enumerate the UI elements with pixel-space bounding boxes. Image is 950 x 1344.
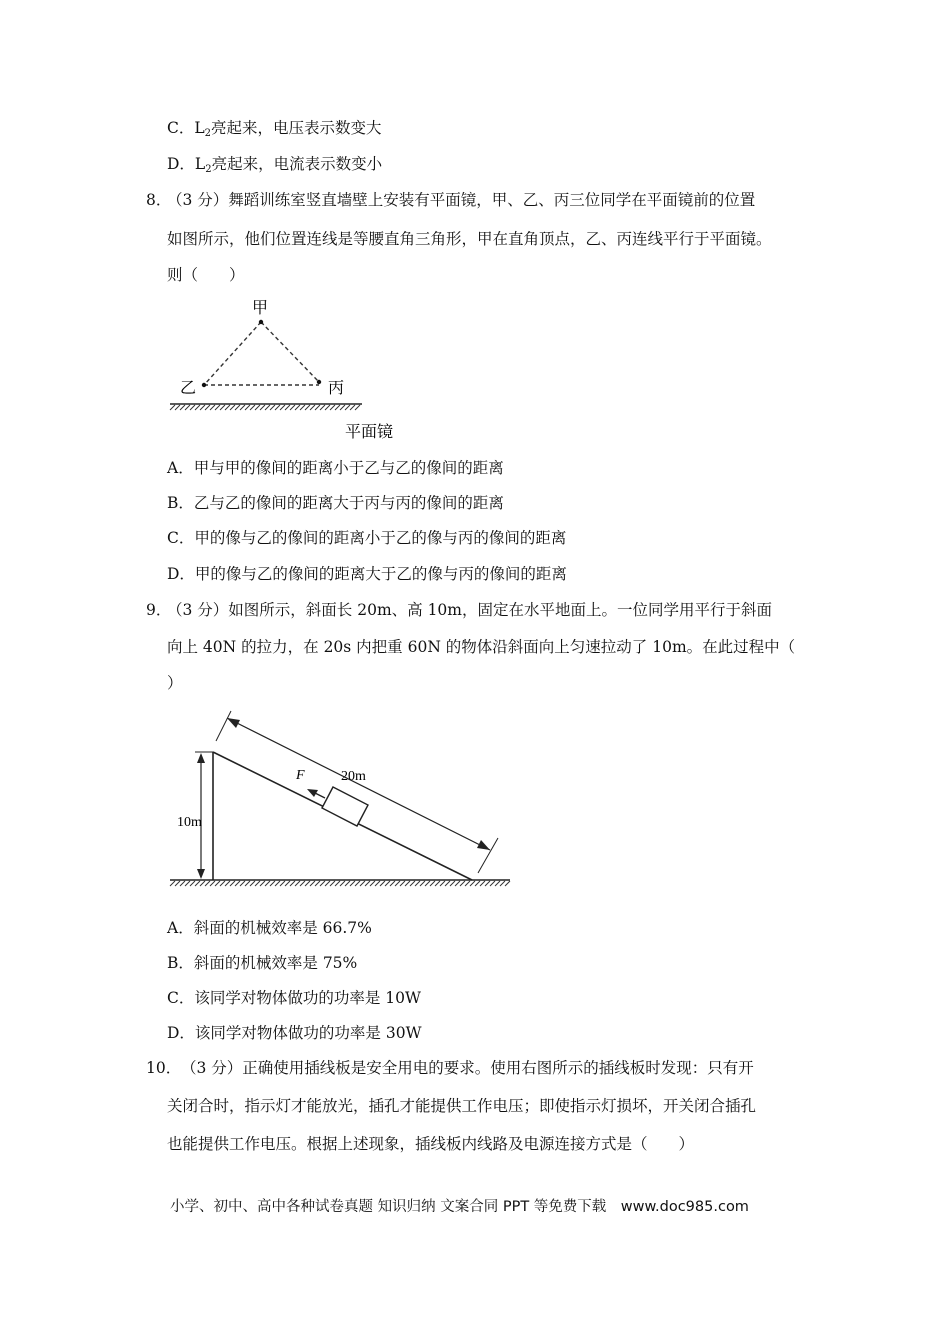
hatch-stroke [330,881,335,886]
hatch-stroke [305,405,310,410]
label-bing: 丙 [328,378,345,397]
hatch-stroke [365,881,370,886]
hatch-stroke [505,881,510,886]
q9-stem-line1: （3 分）如图所示，斜面长 20m、高 10m，固定在水平地面上。一位同学用平行于斜面 [167,601,772,619]
hatch-stroke [460,881,465,886]
hatch-stroke [205,405,210,410]
hatch-stroke [325,405,330,410]
hatch-stroke [430,881,435,886]
hatch-stroke [245,405,250,410]
height-arrow-bottom [197,869,205,879]
label-jia: 甲 [252,298,269,317]
q7-option-d: D．$L_2$亮起来，电流表示数变小 [167,155,383,175]
hatch-stroke [425,881,430,886]
hatch-stroke [485,881,490,886]
hatch-stroke [380,881,385,886]
hatch-stroke [180,881,185,886]
q9-option-c: C．该同学对物体做功的功率是 10W [167,989,421,1007]
ground-hatching [170,881,510,886]
hatch-stroke [470,881,475,886]
mirror-hatching [170,405,360,410]
hatch-stroke [400,881,405,886]
hatch-stroke [455,881,460,886]
hatch-stroke [250,881,255,886]
label-yi: 乙 [180,378,197,397]
hatch-stroke [355,405,360,410]
hatch-stroke [335,881,340,886]
hatch-stroke [200,881,205,886]
dash-jia-bing [261,322,319,382]
hatch-stroke [435,881,440,886]
hatch-stroke [300,881,305,886]
q8-option-d: D．甲的像与乙的像间的距离大于乙的像与丙的像间的距离 [167,565,567,583]
hatch-stroke [495,881,500,886]
hatch-stroke [225,881,230,886]
hatch-stroke [255,881,260,886]
length-dimension-line [227,718,490,850]
force-label: F [296,768,305,783]
hatch-stroke [295,881,300,886]
mirror-label: 平面镜 [345,422,394,441]
hatch-stroke [465,881,470,886]
hatch-stroke [280,881,285,886]
q8-number: 8． [146,191,172,209]
q8-option-c: C．甲的像与乙的像间的距离小于乙的像与丙的像间的距离 [167,529,567,547]
hatch-stroke [205,881,210,886]
page-footer: 小学、初中、高中各种试卷真题 知识归纳 文案合同 PPT 等免费下载 www.doc985.com [170,1199,749,1215]
hatch-stroke [215,405,220,410]
q8-option-a: A．甲与甲的像间的距离小于乙与乙的像间的距离 [167,459,504,477]
length-arrow-top [227,718,240,728]
hatch-stroke [215,881,220,886]
hatch-stroke [180,405,185,410]
hatch-stroke [375,881,380,886]
hatch-stroke [330,405,335,410]
hatch-stroke [185,405,190,410]
hatch-stroke [480,881,485,886]
hatch-stroke [265,405,270,410]
dash-jia-yi [204,322,261,385]
hatch-stroke [310,405,315,410]
q10-stem-line2: 关闭合时，指示灯才能放光，插孔才能提供工作电压；即使指示灯损坏，开关闭合插孔 [167,1097,757,1115]
hatch-stroke [210,405,215,410]
hatch-stroke [385,881,390,886]
hatch-stroke [305,881,310,886]
hatch-stroke [220,405,225,410]
hatch-stroke [345,405,350,410]
hatch-stroke [270,881,275,886]
q9-number: 9． [146,601,172,619]
hatch-stroke [440,881,445,886]
hatch-stroke [360,881,365,886]
block [322,787,368,826]
q7-option-c: C．$L_2$亮起来，电压表示数变大 [167,119,382,139]
hatch-stroke [280,405,285,410]
hatch-stroke [270,405,275,410]
hatch-stroke [235,405,240,410]
hatch-stroke [345,881,350,886]
hatch-stroke [245,881,250,886]
hatch-stroke [200,405,205,410]
hatch-stroke [285,881,290,886]
hatch-stroke [290,405,295,410]
hatch-stroke [340,405,345,410]
hatch-stroke [335,405,340,410]
q10-stem-line1: （3 分）正确使用插线板是安全用电的要求。使用右图所示的插线板时发现：只有开 [181,1059,754,1077]
hatch-stroke [350,405,355,410]
q8-stem-line1: （3 分）舞蹈训练室竖直墙壁上安装有平面镜，甲、乙、丙三位同学在平面镜前的位置 [167,191,756,209]
q9-option-d: D．该同学对物体做功的功率是 30W [167,1024,422,1042]
hatch-stroke [170,881,175,886]
hatch-stroke [225,405,230,410]
hatch-stroke [300,405,305,410]
hatch-stroke [310,881,315,886]
hatch-stroke [315,405,320,410]
height-label: 10m [177,815,202,830]
hatch-stroke [275,881,280,886]
hatch-stroke [230,405,235,410]
hatch-stroke [195,881,200,886]
hatch-stroke [195,405,200,410]
hatch-stroke [240,405,245,410]
point-yi [202,383,206,387]
q8-mirror-figure [165,292,425,447]
q8-stem-line2: 如图所示，他们位置连线是等腰直角三角形，甲在直角顶点，乙、丙连线平行于平面镜。 [167,230,772,248]
hatch-stroke [250,405,255,410]
length-label: 20m [341,769,366,784]
hatch-stroke [230,881,235,886]
hatch-stroke [170,405,175,410]
hatch-stroke [420,881,425,886]
hatch-stroke [235,881,240,886]
hatch-stroke [340,881,345,886]
hatch-stroke [490,881,495,886]
hatch-stroke [320,881,325,886]
q9-option-a: A．斜面的机械效率是 66.7% [167,919,372,937]
hatch-stroke [260,881,265,886]
hatch-stroke [275,405,280,410]
hatch-stroke [350,881,355,886]
point-bing [317,380,321,384]
hatch-stroke [295,405,300,410]
hatch-stroke [415,881,420,886]
length-ext-top [216,711,231,741]
q8-option-b: B．乙与乙的像间的距离大于丙与丙的像间的距离 [167,494,504,512]
hatch-stroke [410,881,415,886]
q8-stem-line3: 则（ ） [167,266,245,284]
hatch-stroke [390,881,395,886]
q9-stem-line2: 向上 40N 的拉力，在 20s 内把重 60N 的物体沿斜面向上匀速拉动了 10m。在此过程中（ [167,638,796,656]
q9-incline-figure [165,705,515,890]
hatch-stroke [175,881,180,886]
height-arrow-top [197,753,205,763]
hatch-stroke [190,405,195,410]
force-arrow-shaft [315,793,325,798]
point-jia [259,320,263,324]
q10-number: 10． [146,1059,182,1077]
hatch-stroke [190,881,195,886]
length-arrow-bottom [477,840,490,850]
hatch-stroke [475,881,480,886]
hatch-stroke [185,881,190,886]
hatch-stroke [325,881,330,886]
q9-stem-line3: ） [167,674,183,692]
hatch-stroke [290,881,295,886]
hatch-stroke [395,881,400,886]
hatch-stroke [255,405,260,410]
hatch-stroke [265,881,270,886]
hatch-stroke [315,881,320,886]
hatch-stroke [370,881,375,886]
hatch-stroke [450,881,455,886]
hatch-stroke [320,405,325,410]
q9-option-b: B．斜面的机械效率是 75% [167,954,358,972]
hatch-stroke [500,881,505,886]
q10-stem-line3: 也能提供工作电压。根据上述现象，插线板内线路及电源连接方式是（ ） [167,1135,695,1153]
hatch-stroke [260,405,265,410]
hatch-stroke [285,405,290,410]
hatch-stroke [355,881,360,886]
hatch-stroke [240,881,245,886]
hatch-stroke [445,881,450,886]
hatch-stroke [175,405,180,410]
hatch-stroke [210,881,215,886]
hatch-stroke [405,881,410,886]
hatch-stroke [220,881,225,886]
